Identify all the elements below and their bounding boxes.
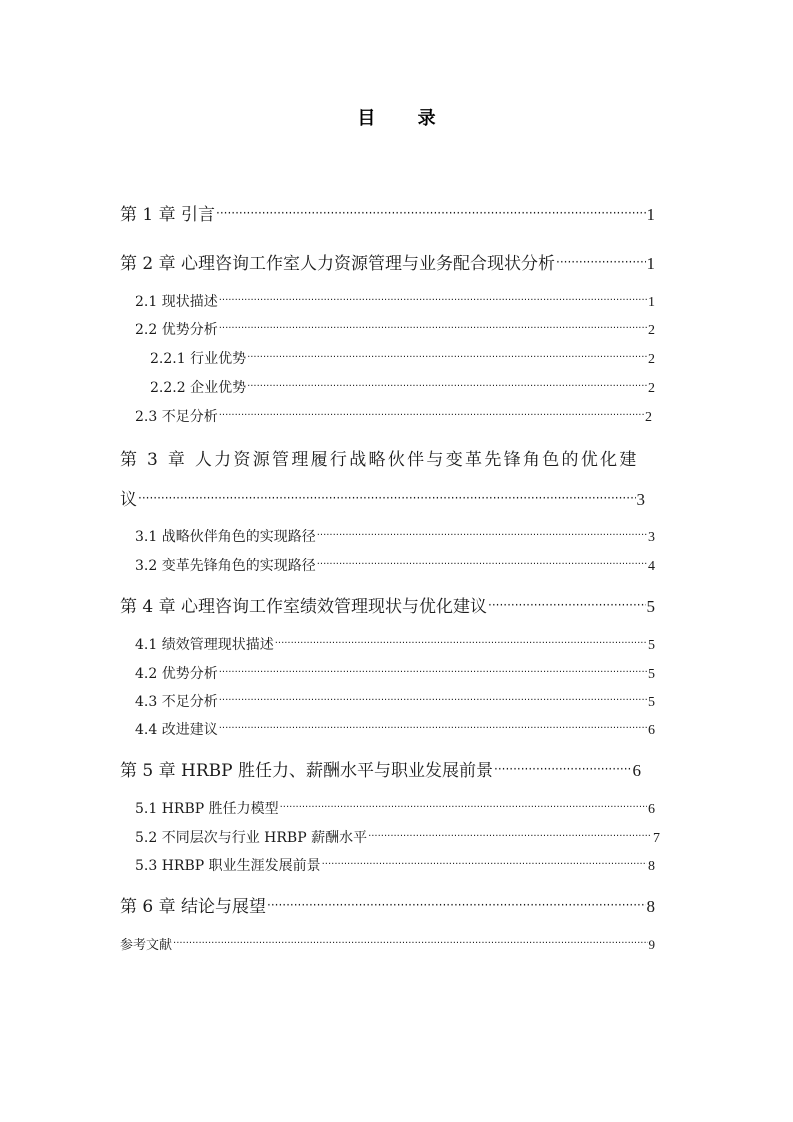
toc-page-number: 2 <box>648 352 655 367</box>
toc-page-number: 1 <box>646 254 655 273</box>
dot-leader <box>219 407 644 421</box>
dot-leader <box>494 759 632 776</box>
toc-title: 目 录 <box>357 108 454 129</box>
toc-page-number: 2 <box>648 381 655 396</box>
dot-leader <box>322 856 647 870</box>
toc-entry-references[interactable] <box>120 936 655 952</box>
dot-leader <box>219 692 647 706</box>
toc-entry-label: 第 2 章 心理咨询工作室人力资源管理与业务配合现状分析 <box>120 254 556 274</box>
toc-entry-section-3-1[interactable] <box>135 527 655 545</box>
dot-leader <box>317 556 647 570</box>
toc-entry-label: 4.2 优势分析 <box>135 666 218 682</box>
toc-page-number: 3 <box>648 530 655 545</box>
dot-leader <box>138 488 636 505</box>
toc-entry-section-5-1[interactable] <box>135 799 655 817</box>
toc-page-number: 3 <box>636 490 645 509</box>
toc-page-number: 7 <box>653 831 660 846</box>
toc-page-number: 2 <box>645 410 652 425</box>
toc-entry-chapter-3[interactable] <box>120 488 645 509</box>
toc-page-number: 5 <box>648 695 655 710</box>
toc-page-number: 9 <box>648 937 655 952</box>
toc-entry-chapter-6[interactable] <box>120 895 655 916</box>
toc-entry-section-5-2[interactable] <box>135 828 660 846</box>
toc-entry-label: 4.3 不足分析 <box>135 694 218 710</box>
toc-page-number: 1 <box>646 205 655 224</box>
dot-leader <box>219 664 647 678</box>
dot-leader <box>173 936 647 949</box>
dot-leader <box>317 527 647 541</box>
dot-leader <box>275 635 647 649</box>
toc-entry-label: 第 6 章 结论与展望 <box>120 897 267 917</box>
toc-entry-label: 第 1 章 引言 <box>120 205 216 225</box>
toc-page-number: 8 <box>648 859 655 874</box>
toc-entry-label: 2.1 现状描述 <box>135 294 218 310</box>
toc-entry-label: 议 <box>120 490 137 510</box>
dot-leader <box>267 895 645 912</box>
toc-entry-section-4-1[interactable] <box>135 635 655 653</box>
toc-entry-label: 5.1 HRBP 胜任力模型 <box>135 801 279 817</box>
toc-entry-label: 第 4 章 心理咨询工作室绩效管理现状与优化建议 <box>120 597 488 617</box>
toc-page-number: 2 <box>648 323 655 338</box>
toc-entry-section-2-2[interactable] <box>135 320 655 338</box>
dot-leader <box>216 203 645 220</box>
toc-page-number: 1 <box>648 295 655 310</box>
toc-entry-chapter-4[interactable] <box>120 595 655 616</box>
toc-entry-section-4-2[interactable] <box>135 664 655 682</box>
dot-leader <box>556 252 645 269</box>
toc-entry-section-2-1[interactable] <box>135 292 655 310</box>
toc-entry-label: 4.4 改进建议 <box>135 722 218 738</box>
toc-entry-label: 3.2 变革先锋角色的实现路径 <box>135 558 316 574</box>
dot-leader <box>280 799 647 813</box>
toc-entry-label: 2.2.2 企业优势 <box>150 380 247 396</box>
dot-leader <box>219 320 647 334</box>
toc-entry-label: 4.1 绩效管理现状描述 <box>135 637 274 653</box>
dot-leader <box>219 720 647 734</box>
toc-page-number: 6 <box>632 761 641 780</box>
toc-entry-chapter-3-line-1[interactable]: 第 3 章 人力资源管理履行战略伙伴与变革先锋角色的优化建 <box>120 450 639 470</box>
toc-entry-section-3-2[interactable] <box>135 556 655 574</box>
dot-leader <box>247 378 647 392</box>
toc-entry-label: 5.3 HRBP 职业生涯发展前景 <box>135 858 321 874</box>
toc-page-number: 5 <box>648 638 655 653</box>
toc-entry-section-5-3[interactable] <box>135 856 655 874</box>
toc-entry-label: 2.2 优势分析 <box>135 322 218 338</box>
dot-leader <box>368 828 652 842</box>
toc-entry-label: 2.2.1 行业优势 <box>150 351 247 367</box>
toc-entry-section-4-4[interactable] <box>135 720 655 738</box>
toc-entry-label: 3.1 战略伙伴角色的实现路径 <box>135 529 316 545</box>
toc-entry-section-2-2-1[interactable] <box>150 349 655 367</box>
toc-entry-section-4-3[interactable] <box>135 692 655 710</box>
toc-page-number: 4 <box>648 559 655 574</box>
toc-entry-section-2-3[interactable] <box>135 407 652 425</box>
toc-entry-chapter-1[interactable] <box>120 203 655 224</box>
toc-page-number: 5 <box>648 667 655 682</box>
toc-page-number: 6 <box>648 723 655 738</box>
toc-entry-chapter-5[interactable] <box>120 759 641 780</box>
dot-leader <box>488 595 645 612</box>
toc-page-number: 6 <box>648 802 655 817</box>
toc-entry-label: 参考文献 <box>120 938 173 953</box>
toc-page-number: 5 <box>646 597 655 616</box>
toc-entry-label: 第 5 章 HRBP 胜任力、薪酬水平与职业发展前景 <box>120 761 493 781</box>
dot-leader <box>219 292 647 306</box>
toc-entry-section-2-2-2[interactable] <box>150 378 655 396</box>
toc-page-number: 8 <box>646 897 655 916</box>
toc-entry-chapter-2[interactable] <box>120 252 655 273</box>
toc-entry-label: 5.2 不同层次与行业 HRBP 薪酬水平 <box>135 830 368 846</box>
dot-leader <box>247 349 647 363</box>
toc-entry-label: 2.3 不足分析 <box>135 409 218 425</box>
